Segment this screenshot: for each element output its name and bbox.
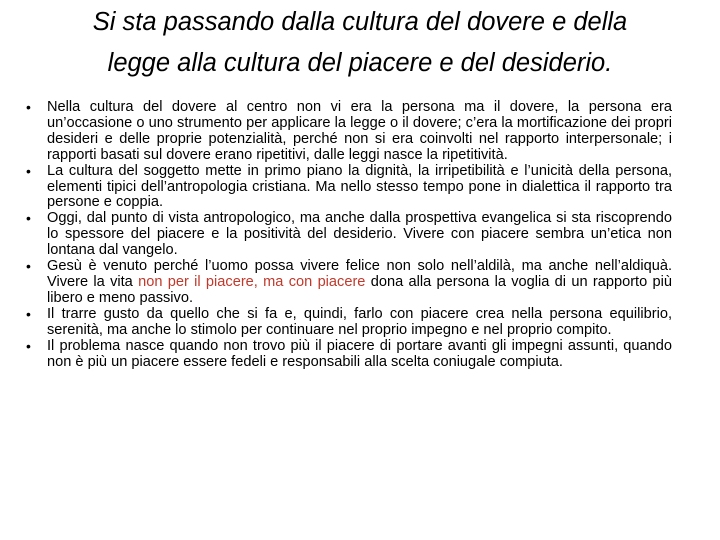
bullet-icon: • bbox=[26, 305, 31, 322]
bullet-item-2 bbox=[26, 164, 672, 212]
bullet-icon: • bbox=[26, 99, 31, 115]
bullet-text-5: Il trarre gusto da quello che si fa e, quindi, farlo con piacere crea nella persona equilibrio, serenità, ma anche lo stimolo per continuare nel proprio impegno e nel proprio compito. bbox=[47, 305, 672, 338]
bullet-text-4-highlight: non per il piacere, ma con piacere bbox=[138, 273, 366, 290]
slide-title-line-1: Si sta passando dalla cultura del dovere e della bbox=[92, 8, 628, 36]
bullet-icon: • bbox=[26, 258, 31, 275]
bullet-text-1: Nella cultura del dovere al centro non vi era la persona ma il dovere, la persona era un’occasione o uno strumento per applicare la legge o il dovere; c’era la mortificazione dei propri desideri e delle proprie potenzialità, perché non si era coinvolti nel rapporto interpersonale; i rapporti basati sul dovere erano ripetitivi, dalle leggi nasce la ripetitività. bbox=[47, 99, 672, 163]
bullet-text-4-after: dona alla persona la voglia di un rapporto più libero e meno passivo. bbox=[47, 273, 673, 306]
bullet-item-4 bbox=[26, 259, 672, 307]
slide-title bbox=[40, 2, 680, 84]
bullet-item-1 bbox=[26, 100, 672, 164]
slide-title-line-2: legge alla cultura del piacere e del desiderio. bbox=[107, 49, 613, 77]
bullet-text-2: La cultura del soggetto mette in primo piano la dignità, la irripetibilità e l’unicità della persona, elementi tipici dell’antropologia cristiana. Ma nello stesso tempo pone in dialettica il rapporto tra persone e coppia. bbox=[47, 162, 672, 211]
bullet-text-4-before: Gesù è venuto perché l’uomo possa vivere felice non solo nell’aldilà, ma anche nell’aldiquà. Vivere la vita bbox=[47, 258, 672, 290]
bullet-item-6 bbox=[26, 339, 672, 371]
bullet-icon: • bbox=[26, 162, 31, 179]
bullet-icon: • bbox=[26, 337, 31, 354]
bullet-item-5 bbox=[26, 307, 672, 339]
bullet-text-3: Oggi, dal punto di vista antropologico, ma anche dalla prospettiva evangelica si sta riscoprendo lo spessore del piacere e la positività del desiderio. Vivere con piacere sembra un’etica non lontana dal vangelo. bbox=[47, 210, 672, 259]
bullet-icon: • bbox=[26, 210, 31, 227]
bullet-list bbox=[26, 100, 672, 370]
bullet-text-6: Il problema nasce quando non trovo più il piacere di portare avanti gli impegni assunti, quando non è più un piacere essere fedeli e responsabili alla scelta coniugale compiuta. bbox=[47, 337, 672, 370]
bullet-item-3 bbox=[26, 211, 672, 259]
